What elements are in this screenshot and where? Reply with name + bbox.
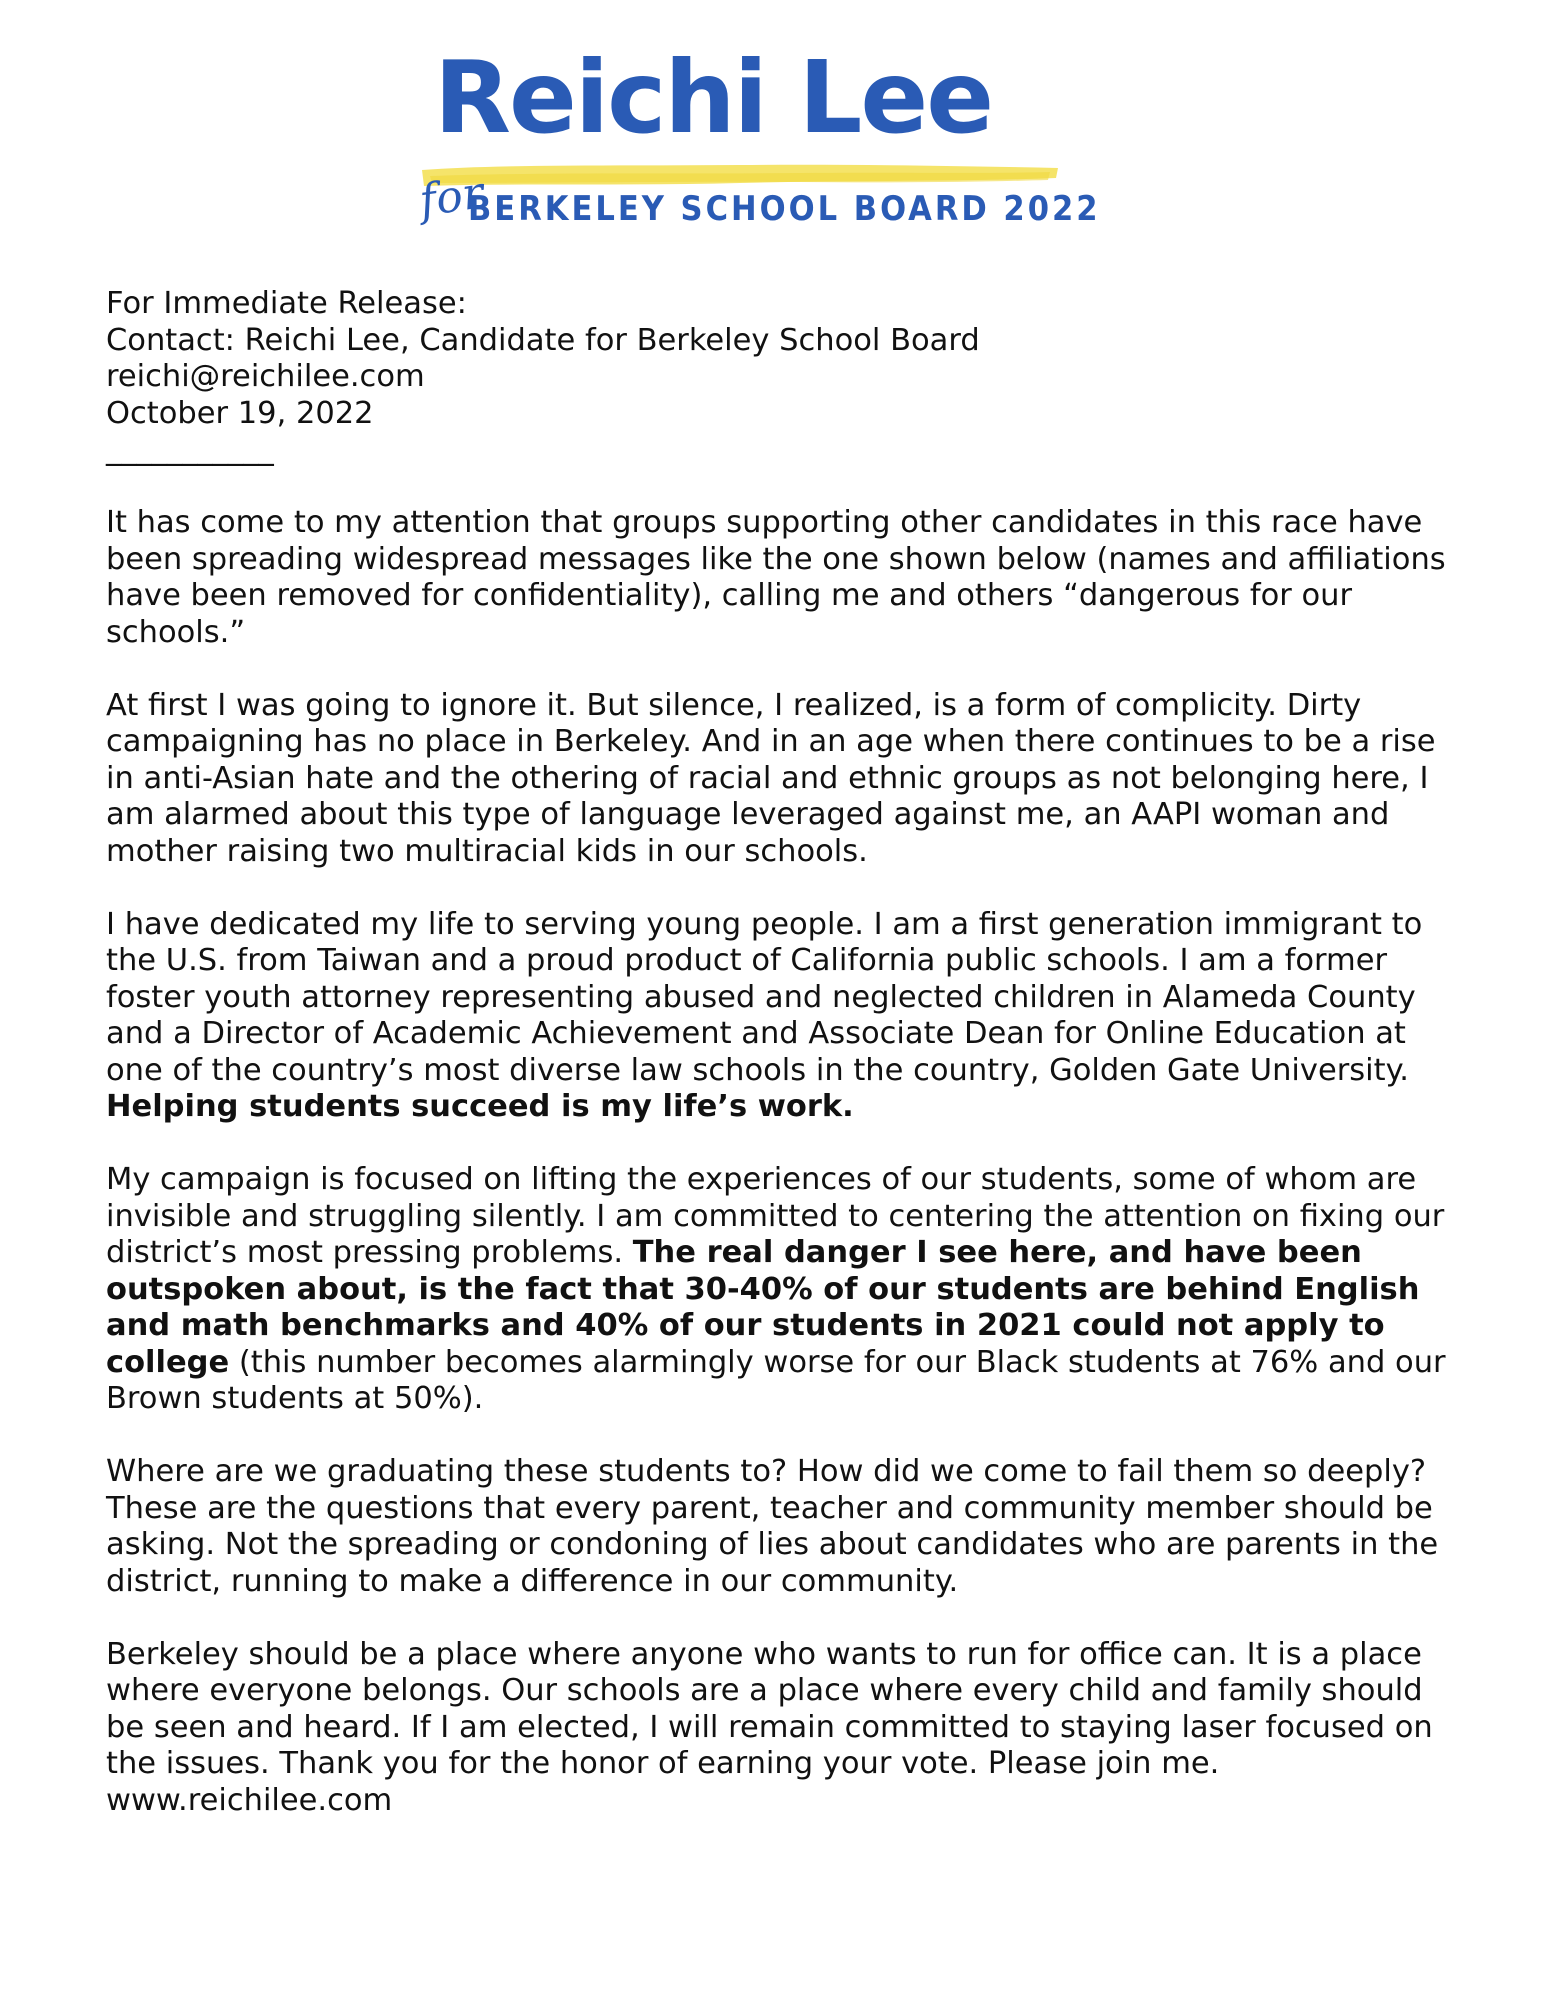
paragraph-4-bold: The real danger I see here, and have been outspoken about, is the fact that 30-40% of our students are behind English and math benchmarks and 40% of our students in 2021 could not apply to college <box>106 1235 1420 1380</box>
paragraph-3 <box>106 907 1446 1126</box>
contact-email: reichi@reichilee.com <box>106 359 425 394</box>
paragraph-3-text: I have dedicated my life to serving young people. I am a first generation immigrant to the U.S. from Taiwan and a proud product of California public schools. I am a former foster youth attorney representing abused and neglected children in Alameda County and a Director of Academic Achievement and Associate Dean for Online Education at one of the country’s most diverse law schools in the country, Golden Gate University. <box>106 906 1423 1088</box>
press-release <box>106 286 1446 1819</box>
release-date: October 19, 2022 <box>106 395 374 431</box>
candidate-name: Reichi Lee <box>434 39 993 156</box>
paragraph-2: At first I was going to ignore it. But silence, I realized, is a form of complicity. Dirty campaigning has no place in Berkeley. And in an age when there continues to be a rise in anti-Asian hate and the othering of racial and ethnic groups as not belonging here, I am alarmed about this type of language leveraged against me, an AAPI woman and mother raising two multiracial kids in our schools. <box>106 687 1436 869</box>
paragraph-4-text: My campaign is focused on lifting the experiences of our students, some of whom are invisible and struggling silently. I am committed to centering the attention on fixing our district’s most pressing problems. <box>106 1162 1445 1270</box>
website-link[interactable]: www.reichilee.com <box>106 1782 393 1818</box>
paragraph-4-tail: (this number becomes alarmingly worse for our Black students at 76% and our Brown students at 50%). <box>106 1344 1446 1416</box>
logo-tagline: BERKELEY SCHOOL BOARD 2022 <box>468 189 1101 229</box>
paragraph-1: It has come to my attention that groups supporting other candidates in this race have been spreading widespread messages like the one shown below (names and affiliations have been removed for confidentiality), calling me and others “dangerous for our schools.” <box>106 505 1446 650</box>
contact-line: Contact: Reichi Lee, Candidate for Berkeley School Board <box>106 322 980 358</box>
paragraph-6 <box>106 1637 1446 1820</box>
paragraph-5: Where are we graduating these students to? How did we come to fail them so deeply? These are the questions that every parent, teacher and community member should be asking. Not the spreading or condoning of lies about candidates who are parents in the district, running to make a difference in our community. <box>106 1454 1439 1599</box>
campaign-logo <box>416 39 1101 258</box>
logo-for-script: for <box>416 167 487 227</box>
paragraph-3-bold: Helping students succeed is my life’s work. <box>106 1089 854 1124</box>
header-rule: ___________ <box>106 432 274 467</box>
release-header <box>106 286 1446 469</box>
paragraph-6-text: Berkeley should be a place where anyone who wants to run for office can. It is a place where everyone belongs. Our schools are a place where every child and family should be seen and heard. If I am elected, I will remain committed to staying laser focused on the issues. Thank you for the honor of earning your vote. Please join me. <box>106 1636 1433 1781</box>
paragraph-4 <box>106 1162 1446 1418</box>
release-label: For Immediate Release: <box>106 286 467 321</box>
